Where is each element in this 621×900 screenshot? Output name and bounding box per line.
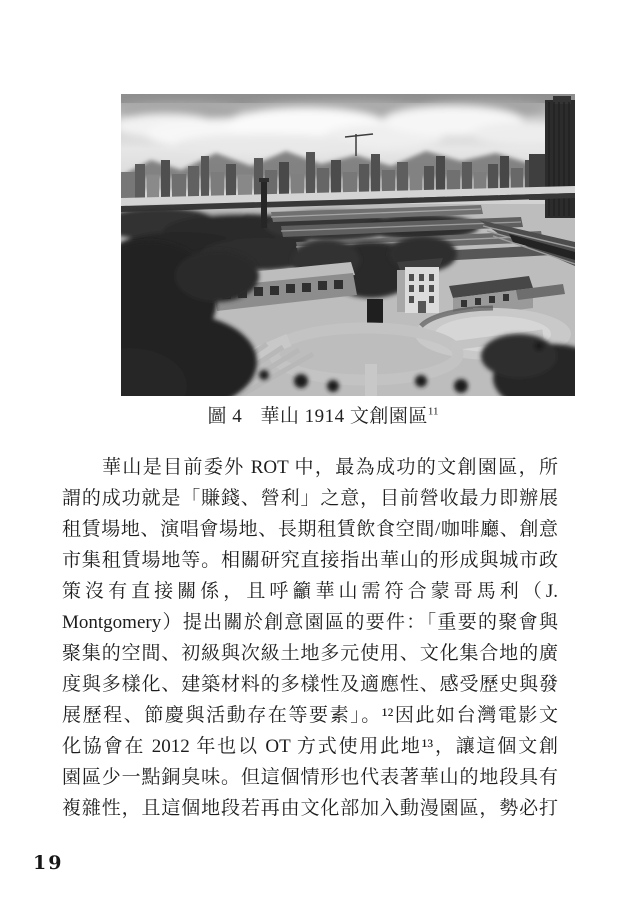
paragraph-line: Montgomery）提出關於創意園區的要件：「重要的聚會與 — [62, 612, 558, 633]
smokestack — [261, 180, 267, 228]
paragraph-line: 策沒有直接關係，且呼籲華山需符合蒙哥馬利（J. — [62, 581, 558, 602]
paragraph-line: 化協會在 2012 年也以 OT 方式使用此地¹³，讓這個文創 — [62, 736, 558, 757]
paragraph-line: 華山是目前委外 ROT 中，最為成功的文創園區，所 — [102, 457, 558, 478]
figure-caption-footnote-ref: 11 — [427, 405, 439, 418]
paragraph-line: 謂的成功就是「賺錢、營利」之意，目前營收最力即辦展 — [62, 488, 558, 509]
figure-caption — [75, 401, 571, 427]
paragraph-line: 租賃場地、演唱會場地、長期租賃飲食空間/咖啡廳、創意 — [62, 519, 558, 540]
paragraph-line: 複雜性，且這個地段若再由文化部加入動漫園區，勢必打 — [62, 798, 558, 819]
paragraph-line: 展歷程、節慶與活動存在等要素」。¹²因此如台灣電影文 — [62, 705, 558, 726]
figure-caption-label: 圖 4 — [207, 406, 243, 427]
huashan-aerial-photo — [121, 94, 575, 396]
paragraph-line: 園區少一點銅臭味。但這個情形也代表著華山的地段具有 — [62, 767, 558, 788]
paragraph-line: 度與多樣化、建築材料的多樣性及適應性、感受歷史與發 — [62, 674, 558, 695]
figure-caption-title: 華山 1914 文創園區 — [260, 406, 428, 427]
aerial-photo-graphic — [121, 94, 575, 396]
paragraph-line: 聚集的空間、初級與次級土地多元使用、文化集合地的廣 — [62, 643, 558, 664]
paragraph-line: 市集租賃場地等。相關研究直接指出華山的形成與城市政 — [62, 550, 558, 571]
page-number: 19 — [33, 852, 64, 874]
paragraph — [62, 452, 558, 824]
